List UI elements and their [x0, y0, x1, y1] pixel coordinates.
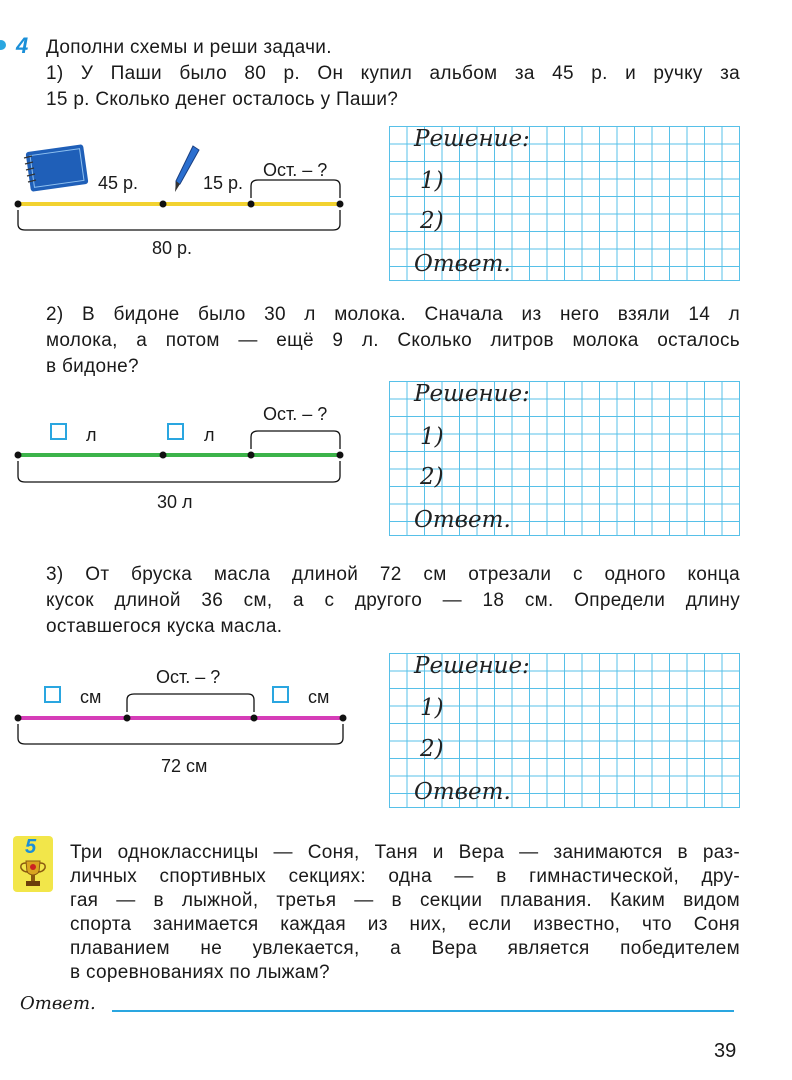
- solution-answer: Ответ.: [414, 251, 511, 277]
- margin-marker: [0, 40, 6, 50]
- task-5-text-line: личных спортивных секциях: одна — в гимнастической, дру-: [70, 866, 740, 887]
- solution-heading: Решение:: [414, 126, 530, 152]
- unit-label: л: [204, 425, 215, 445]
- rest-label: Ост. – ?: [156, 667, 221, 687]
- unit-label: л: [86, 425, 97, 445]
- problem-1-text-line: 1) У Паши было 80 р. Он купил альбом за 45 р. и ручку за: [46, 63, 740, 84]
- solution-heading: Решение:: [414, 381, 530, 407]
- total-label: 72 см: [161, 756, 208, 776]
- page-number: 39: [714, 1040, 737, 1062]
- answer-box[interactable]: [167, 423, 184, 440]
- task-number: 5: [25, 836, 37, 858]
- task-5-answer-line[interactable]: [112, 1010, 734, 1012]
- answer-box[interactable]: [272, 686, 289, 703]
- task-5-text-line: Три одноклассницы — Соня, Таня и Вера — занимаются в раз-: [70, 842, 740, 863]
- trophy-icon: [17, 858, 49, 890]
- task-5-text-line: гая — в лыжной, третья — в секции плавания. Каким видом: [70, 890, 740, 911]
- segment-label: 45 р.: [98, 173, 139, 193]
- task-title: Дополни схемы и реши задачи.: [46, 37, 332, 58]
- problem-3-text-line: кусок длиной 36 см, а с другого — 18 см. Определи длину: [46, 590, 740, 611]
- unit-label: см: [80, 687, 102, 707]
- problem-3-text-line: 3) От бруска масла длиной 72 см отрезали с одного конца: [46, 564, 740, 585]
- problem-2-text-line: молока, а потом — ещё 9 л. Сколько литров молока осталось: [46, 330, 740, 351]
- task-5-answer-label: Ответ.: [20, 993, 96, 1014]
- solution-heading: Решение:: [414, 653, 530, 679]
- pen-icon: [175, 146, 199, 192]
- solution-step-2: 2): [420, 736, 444, 762]
- total-label: 30 л: [157, 492, 193, 512]
- problem-2-text-line: в бидоне?: [46, 356, 139, 377]
- problem-1-text-line: 15 р. Сколько денег осталось у Паши?: [46, 89, 399, 110]
- task-5-text-line: в соревнованиях по лыжам?: [70, 962, 330, 983]
- solution-step-1: 1): [420, 168, 444, 194]
- answer-box[interactable]: [44, 686, 61, 703]
- problem-3-text-line: оставшегося куска масла.: [46, 616, 283, 637]
- answer-box[interactable]: [50, 423, 67, 440]
- task-5-text-line: плаванием не увлекается, а Вера является победителем: [70, 938, 740, 959]
- unit-label: см: [308, 687, 330, 707]
- task-number: 4: [16, 33, 29, 58]
- solution-answer: Ответ.: [414, 779, 511, 805]
- problem-2-text-line: 2) В бидоне было 30 л молока. Сначала из него взяли 14 л: [46, 304, 740, 325]
- task-5-text-line: спорта занимается каждая из них, если известно, что Соня: [70, 914, 740, 935]
- rest-label: Ост. – ?: [263, 160, 328, 180]
- total-label: 80 р.: [152, 238, 193, 258]
- album-icon: [24, 144, 89, 192]
- solution-step-2: 2): [420, 208, 444, 234]
- rest-label: Ост. – ?: [263, 404, 328, 424]
- solution-step-2: 2): [420, 464, 444, 490]
- segment-label: 15 р.: [203, 173, 244, 193]
- solution-step-1: 1): [420, 695, 444, 721]
- solution-answer: Ответ.: [414, 507, 511, 533]
- solution-step-1: 1): [420, 424, 444, 450]
